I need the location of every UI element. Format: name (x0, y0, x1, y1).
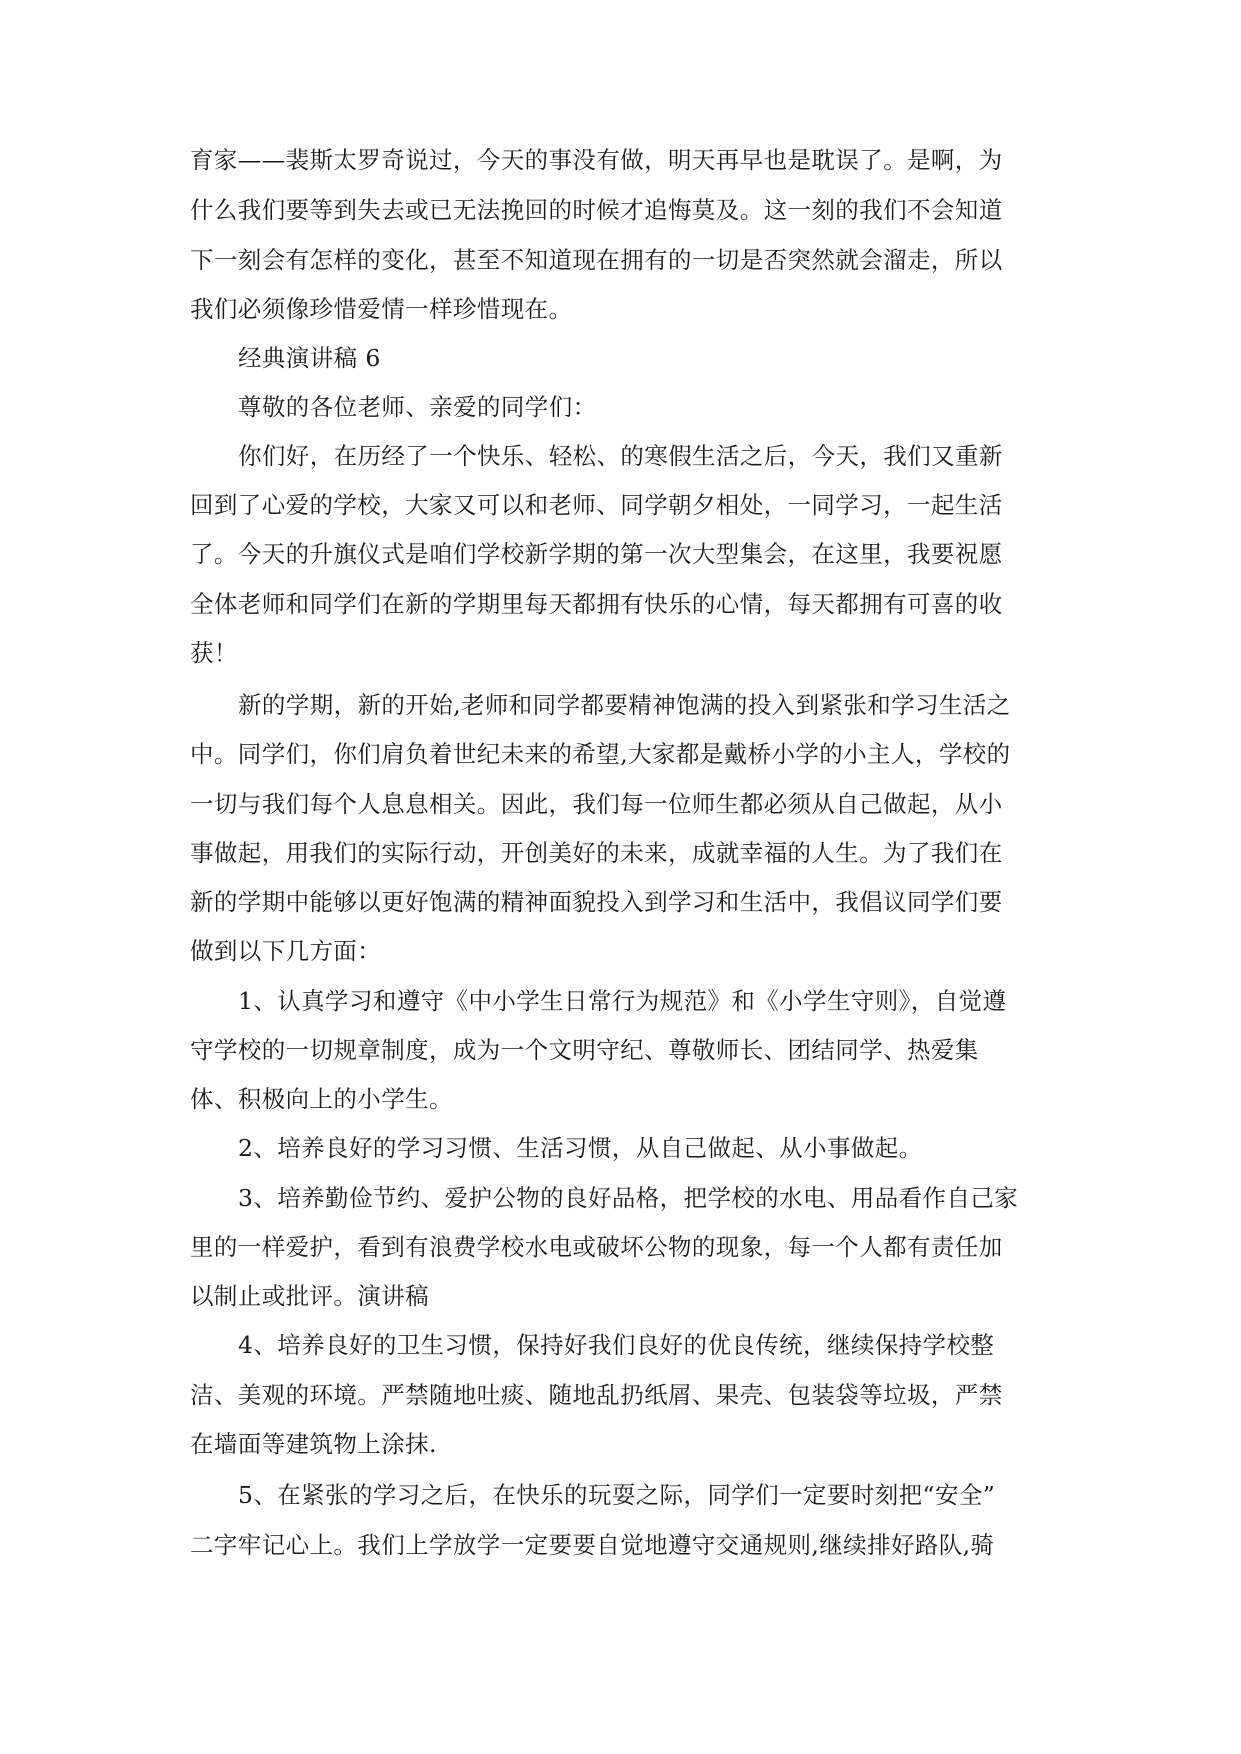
list-item: 4、培养良好的卫生习惯，保持好我们良好的优良传统，继续保持学校整 (238, 1331, 995, 1359)
text-line: 中。同学们，你们肩负着世纪未来的希望,大家都是戴桥小学的小主人，学校的 (190, 740, 1011, 768)
text-line: 新的学期中能够以更好饱满的精神面貌投入到学习和生活中，我倡议同学们要 (190, 888, 1003, 916)
text-line: 里的一样爱护，看到有浪费学校水电或破坏公物的现象，每一个人都有责任加 (190, 1233, 1003, 1261)
text-line: 洁、美观的环境。严禁随地吐痰、随地乱扔纸屑、果壳、包装袋等垃圾，严禁 (190, 1381, 1003, 1409)
list-item: 2、培养良好的学习习惯、生活习惯，从自己做起、从小事做起。 (238, 1134, 923, 1162)
list-item: 3、培养勤俭节约、爱护公物的良好品格，把学校的水电、用品看作自己家 (238, 1184, 1019, 1212)
text-line: 一切与我们每个人息息相关。因此，我们每一位师生都必须从自己做起，从小 (190, 790, 1003, 818)
text-line: 育家——裴斯太罗奇说过，今天的事没有做，明天再早也是耽误了。是啊，为 (190, 146, 1003, 174)
text-line: 在墙面等建筑物上涂抹. (190, 1430, 437, 1458)
text-line: 做到以下几方面： (190, 937, 382, 965)
text-line: 你们好，在历经了一个快乐、轻松、的寒假生活之后，今天，我们又重新 (238, 442, 1003, 470)
text-line: 获！ (190, 639, 238, 667)
salutation: 尊敬的各位老师、亲爱的同学们： (238, 393, 597, 421)
text-line: 什么我们要等到失去或已无法挽回的时候才追悔莫及。这一刻的我们不会知道 (190, 196, 1003, 224)
text-line: 新的学期，新的开始,老师和同学都要精神饱满的投入到紧张和学习生活之 (238, 691, 1011, 719)
list-item: 5、在紧张的学习之后，在快乐的玩耍之际，同学们一定要时刻把“安全” (238, 1481, 996, 1509)
text-line: 以制止或批评。演讲稿 (190, 1282, 429, 1310)
section-heading: 经典演讲稿 6 (238, 344, 381, 372)
text-line: 回到了心爱的学校，大家又可以和老师、同学朝夕相处，一同学习，一起生活 (190, 491, 1003, 519)
text-line: 二字牢记心上。我们上学放学一定要要自觉地遵守交通规则,继续排好路队,骑 (190, 1531, 995, 1559)
text-line: 体、积极向上的小学生。 (190, 1085, 453, 1113)
text-line: 事做起，用我们的实际行动，开创美好的未来，成就幸福的人生。为了我们在 (190, 839, 1003, 867)
text-line: 我们必须像珍惜爱情一样珍惜现在。 (190, 295, 573, 323)
list-item: 1、认真学习和遵守《中小学生日常行为规范》和《小学生守则》，自觉遵 (238, 987, 1007, 1015)
text-line: 下一刻会有怎样的变化，甚至不知道现在拥有的一切是否突然就会溜走，所以 (190, 246, 1003, 274)
text-line: 全体老师和同学们在新的学期里每天都拥有快乐的心情，每天都拥有可喜的收 (190, 590, 1003, 618)
text-line: 守学校的一切规章制度，成为一个文明守纪、尊敬师长、团结同学、热爱集 (190, 1036, 979, 1064)
text-line: 了。今天的升旗仪式是咱们学校新学期的第一次大型集会，在这里，我要祝愿 (190, 540, 1003, 568)
